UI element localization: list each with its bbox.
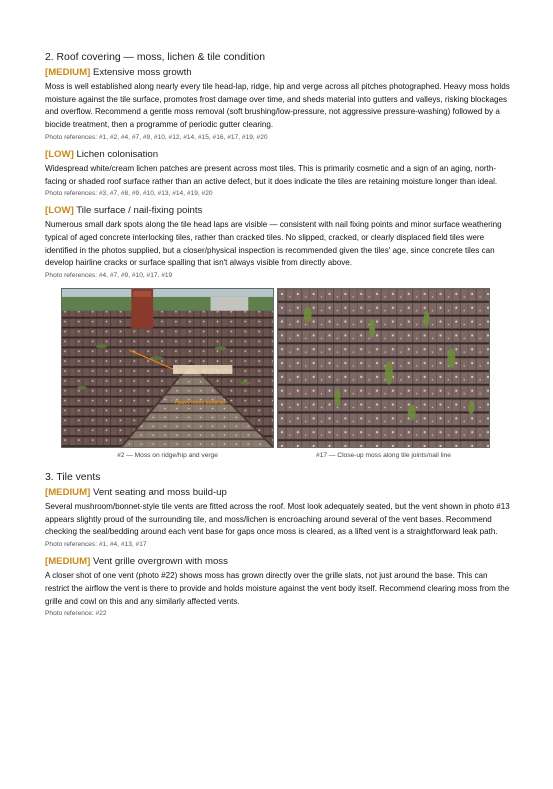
finding-vent-seating xyxy=(45,487,511,549)
photo-caption: #2 — Moss on ridge/hip and verge xyxy=(117,452,218,460)
finding-body: Moss is well established along nearly every tile head-lap, ridge, hip and verge across all pitches photographed. Heavy moss holds moisture against the tile surface, promotes frost damage over time, and sheds material into gutters and valleys, risking blockages and overflow. Recommend a gentle moss removal (soft brushing/low-pressure, not aggressive pressure-washing) followed by a biocide treatment, then a programme of periodic gutter clearing. xyxy=(45,82,510,130)
finding-title xyxy=(45,487,511,498)
photo-references: Photo references: #3, #7, #8, #9, #10, #13, #14, #19, #20 xyxy=(45,190,213,198)
finding-lichen xyxy=(45,149,511,198)
finding-title-text: Extensive moss growth xyxy=(92,67,192,78)
finding-vent-grille xyxy=(45,556,511,618)
finding-body: Several mushroom/bonnet-style tile vents are fitted across the roof. Most look adequately seated, but the vent shown in photo #13 appears slightly proud of the surrounding tile, and moss/lichen is encroaching around several of the vent bases. Recommend checking the seal/bedding around each vent base for gaps once moss is cleared, as a lifted vent is a straightforward leak path. xyxy=(45,502,510,537)
photo-references: Photo reference: #22 xyxy=(45,610,107,618)
finding-tile-surface xyxy=(45,205,511,280)
photo-ridge xyxy=(61,288,274,459)
photo-references: Photo references: #4, #7, #9, #10, #17, #19 xyxy=(45,272,173,280)
finding-body: Numerous small dark spots along the tile head laps are visible — consistent with nail fixing points and minor surface weathering typical of aged concrete interlocking tiles, rather than cracked tiles. No slipped, cracked, or clearly displaced field tiles were identified in the photos supplied, but a closer/physical inspection is recommended given the tiles' age, since concrete tiles can develop hairline cracks or surface spalling that isn't always visible from directly above. xyxy=(45,220,502,268)
finding-title xyxy=(45,556,511,567)
photo-row xyxy=(61,288,511,459)
photo-references: Photo references: #1, #2, #4, #7, #9, #10, #12, #14, #15, #16, #17, #19, #20 xyxy=(45,133,268,141)
section-title: 3. Tile vents xyxy=(45,472,101,484)
finding-title-text: Vent seating and moss build-up xyxy=(92,487,227,499)
report-content xyxy=(45,52,511,625)
roof-ridge-photo xyxy=(61,288,274,448)
severity-badge: [LOW] xyxy=(45,205,74,217)
photo-annotation: Heavy moss build-up xyxy=(175,400,226,406)
finding-body: Widespread white/cream lichen patches are present across most tiles. This is primarily cosmetic and a sign of an aging, north-facing or shaded roof surface rather than an active defect, but it does indicate the tiles are retaining moisture longer than ideal. xyxy=(45,163,498,186)
roof-closeup-photo xyxy=(277,288,490,448)
photo-caption: #17 — Close-up moss along tile joints/nail line xyxy=(316,452,451,460)
finding-title-text: Vent grille overgrown with moss xyxy=(92,556,228,568)
photo-references: Photo references: #1, #4, #13, #17 xyxy=(45,541,147,549)
severity-badge: [MEDIUM] xyxy=(45,487,91,499)
finding-title-text: Tile surface / nail-fixing points xyxy=(76,205,203,217)
finding-title-text: Lichen colonisation xyxy=(76,148,159,160)
finding-title xyxy=(45,149,511,160)
finding-body: A closer shot of one vent (photo #22) shows moss has grown directly over the grille slats, not just around the base. This can restrict the airflow the vent is there to provide and holds moisture against the vent body itself. Recommend clearing moss from the grille and cowl on this and any similarly affected vents. xyxy=(45,571,510,606)
finding-title xyxy=(45,205,511,216)
photo-closeup xyxy=(277,288,490,459)
section-roof-covering xyxy=(45,52,511,459)
severity-badge: [MEDIUM] xyxy=(45,67,91,78)
finding-title xyxy=(45,67,511,78)
severity-badge: [LOW] xyxy=(45,148,74,160)
finding-moss-growth xyxy=(45,67,511,142)
section-title: 2. Roof covering — moss, lichen & tile condition xyxy=(45,52,266,63)
section-tile-vents xyxy=(45,472,511,618)
severity-badge: [MEDIUM] xyxy=(45,556,91,568)
